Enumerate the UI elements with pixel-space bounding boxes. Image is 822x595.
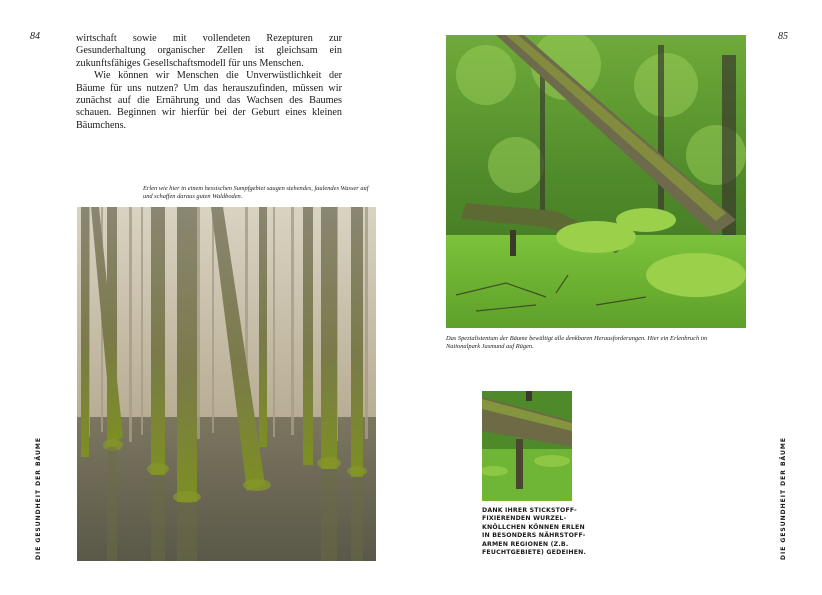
body-paragraph: Wie können wir Menschen die Unverwüstlichkeit der Bäume für uns nutzen? Um das herauszufinden, müssen wir zunächst auf die Ernährung und das Wachsen des Baumes schauen. Beginnen wir hierfür bei der Geburt eines kleinen Bäumchens.	[76, 70, 342, 131]
page-number-right: 85	[778, 31, 788, 42]
running-head-right: DIE GESUNDHEIT DER BÄUME	[780, 437, 787, 560]
running-head-left: DIE GESUNDHEIT DER BÄUME	[35, 437, 42, 560]
alder-photo-caption: Das Spezialistentum der Bäume bewältigt alle denkbaren Herausforderungen. Hier ein Erlenbruch im Nationalpark Jasmund auf Rügen.	[446, 335, 708, 350]
body-text	[76, 33, 342, 132]
alder-swamp-photo	[446, 35, 746, 328]
alder-roots-photo	[482, 391, 572, 501]
body-paragraph: wirtschaft sowie mit vollendeten Rezepturen zur Gesunderhaltung organischer Zellen ist gleichsam ein zukunftsfähiges Gesellschaftsmodell für uns Menschen.	[76, 33, 342, 69]
swamp-photo-caption: Erlen wie hier in einem hessischen Sumpfgebiet saugen stehendes, faulendes Wasser auf und schaffen daraus guten Waldboden.	[143, 185, 369, 200]
page-number-left: 84	[30, 31, 40, 42]
swamp-forest-photo	[77, 207, 376, 561]
side-note: DANK IHRER STICKSTOFF-FIXIERENDEN WURZEL-KNÖLLCHEN KÖNNEN ERLEN IN BESONDERS NÄHRSTOFF-ARMEN REGIONEN (Z.B. FEUCHTGEBIETE) GEDEIHEN.	[482, 507, 587, 557]
